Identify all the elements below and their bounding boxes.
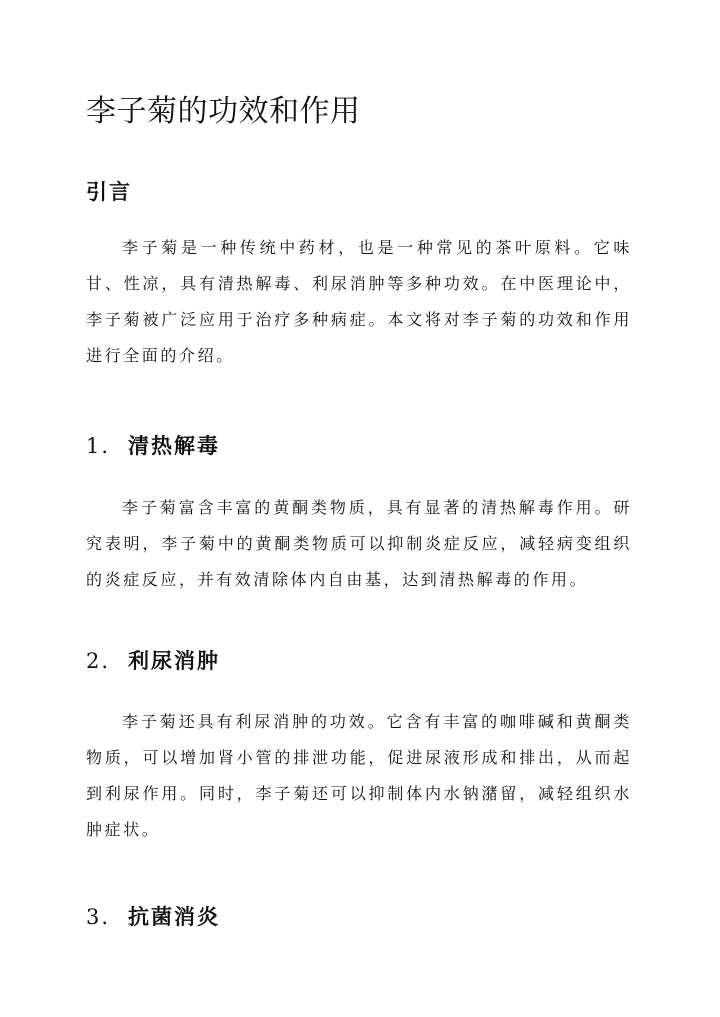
section-paragraph-1: 李子菊富含丰富的黄酮类物质，具有显著的清热解毒作用。研究表明，李子菊中的黄酮类物质可以抑制炎症反应，减轻病变组织的炎症反应，并有效清除体内自由基，达到清热解毒的作用。 — [86, 498, 632, 589]
section-heading-text: 利尿消肿 — [128, 648, 220, 673]
section-number: 3. — [86, 905, 111, 929]
section-number: 2. — [86, 649, 111, 673]
section-heading-2 — [86, 645, 220, 675]
section-heading-text: 引言 — [86, 179, 132, 204]
section-heading-text: 清热解毒 — [128, 433, 220, 458]
section-heading-1 — [86, 430, 220, 460]
section-number: 1. — [86, 434, 111, 458]
section-heading-3 — [86, 901, 220, 931]
section-heading-intro — [86, 176, 132, 206]
section-heading-text: 抗菌消炎 — [128, 904, 220, 929]
section-paragraph-2: 李子菊还具有利尿消肿的功效。它含有丰富的咖啡碱和黄酮类物质，可以增加肾小管的排泄功能，促进尿液形成和排出，从而起到利尿作用。同时，李子菊还可以抑制体内水钠潴留，减轻组织水肿症状。 — [86, 712, 632, 839]
page-title: 李子菊的功效和作用 — [86, 94, 361, 129]
section-paragraph-intro: 李子菊是一种传统中药材，也是一种常见的茶叶原料。它味甘、性凉，具有清热解毒、利尿消肿等多种功效。在中医理论中，李子菊被广泛应用于治疗多种病症。本文将对李子菊的功效和作用进行全面的介绍。 — [86, 238, 632, 365]
